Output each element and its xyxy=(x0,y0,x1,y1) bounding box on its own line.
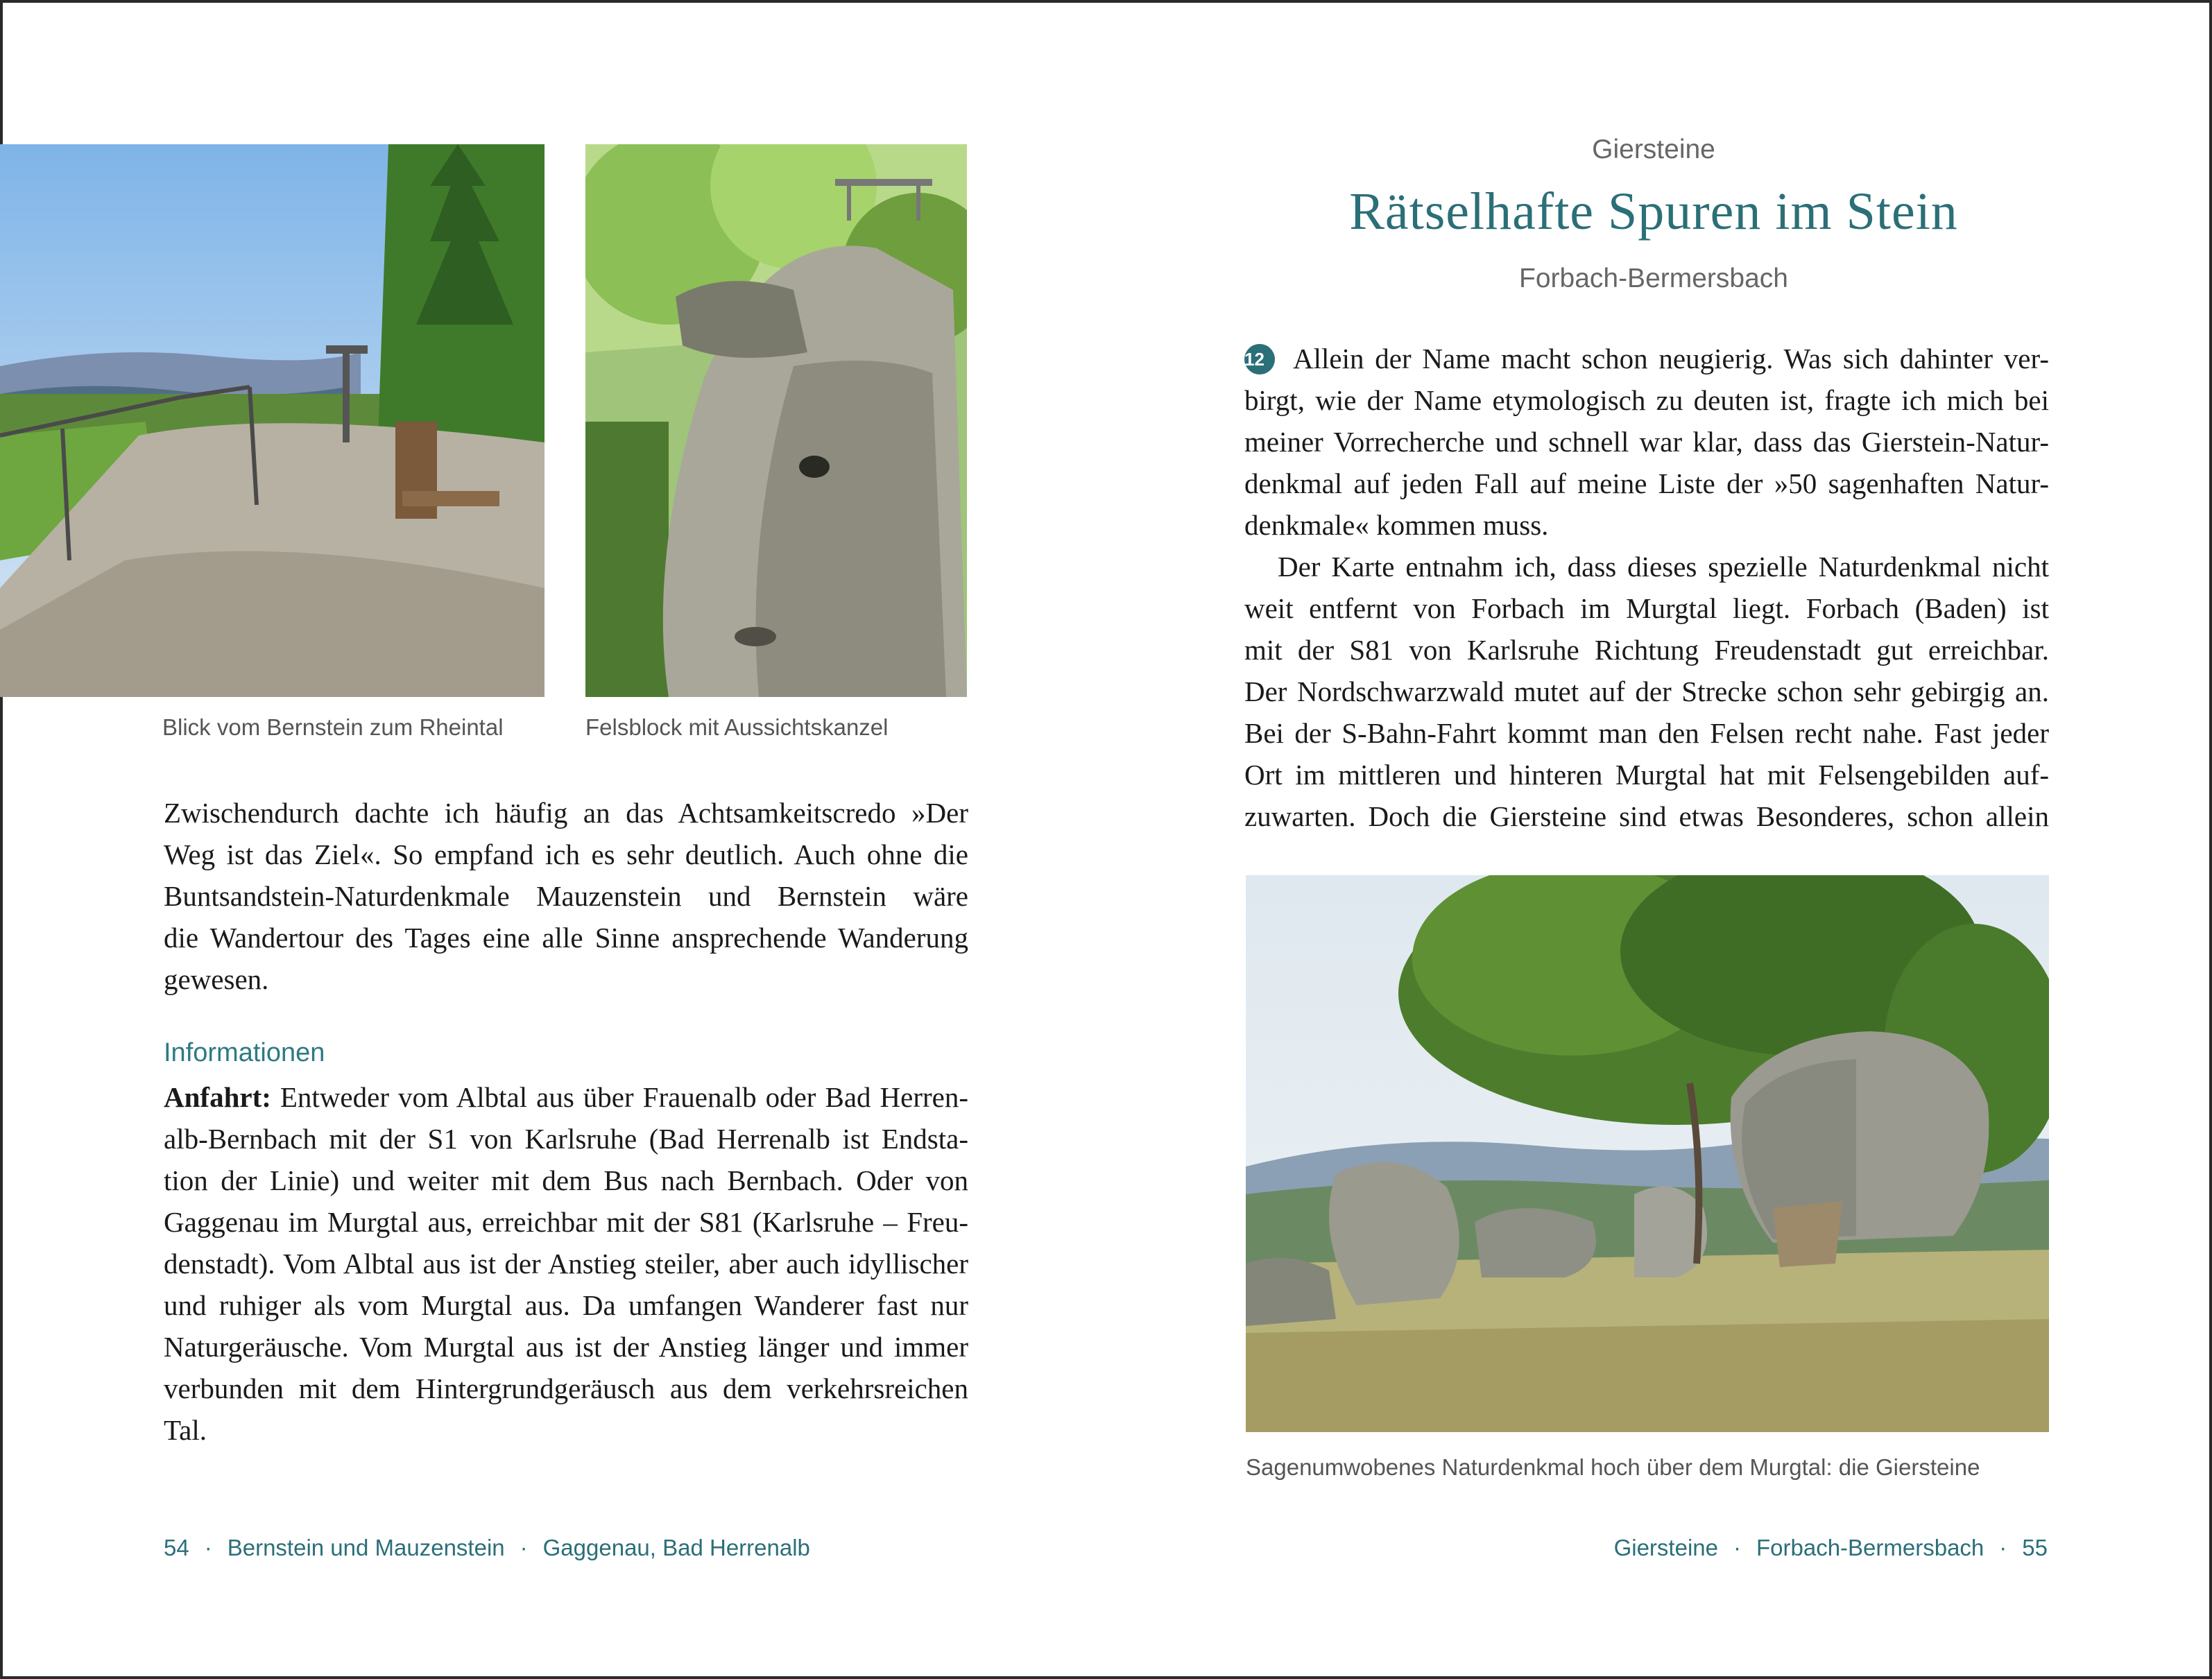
text-line: Buntsandstein-Naturdenkmale Mauzenstein und Bernstein wäre xyxy=(164,880,968,912)
footer-separator: · xyxy=(1733,1535,1741,1560)
text-line: die Wandertour des Tages eine alle Sinne ansprechende Wanderung xyxy=(164,922,968,954)
text-line: Weg ist das Ziel«. So empfand ich es sehr deutlich. Auch ohne die xyxy=(164,838,968,870)
page-number: 54 xyxy=(164,1535,189,1560)
photo1-caption: Blick vom Bernstein zum Rheintal xyxy=(162,714,504,740)
info-heading: Informationen xyxy=(164,1038,325,1067)
text-line: weit entfernt von Forbach im Murgtal liegt. Forbach (Baden) ist xyxy=(1244,592,2049,624)
photo-rock-with-lookout xyxy=(585,144,967,697)
photo-bernstein-view xyxy=(0,144,545,697)
photo-giersteine xyxy=(1246,875,2049,1432)
text-line: Ort im mittleren und hinteren Murgtal hat mit Felsengebilden auf- xyxy=(1244,759,2049,791)
footer-location: Gaggenau, Bad Herrenalb xyxy=(542,1535,810,1560)
info-label: Anfahrt: xyxy=(164,1081,271,1113)
page-subtitle: Forbach-Bermersbach xyxy=(1519,264,1788,293)
text-line: meiner Vorrecherche und schnell war klar, dass das Gierstein-Natur- xyxy=(1244,426,2049,458)
left-footer xyxy=(164,1535,810,1561)
section-kicker: Giersteine xyxy=(1592,135,1715,164)
text-line: Der Nordschwarzwald mutet auf der Strecke schon sehr gebirgig an. xyxy=(1244,675,2049,707)
text-line: birgt, wie der Name etymologisch zu deuten ist, fragte ich mich bei xyxy=(1244,384,2049,416)
page-title: Rätselhafte Spuren im Stein xyxy=(1349,182,1958,241)
right-footer xyxy=(1614,1535,2048,1561)
footer-location: Forbach-Bermersbach xyxy=(1756,1535,1984,1560)
photo3-caption: Sagenumwobenes Naturdenkmal hoch über dem Murgtal: die Giersteine xyxy=(1246,1454,1980,1480)
text-line: tion der Linie) und weiter mit dem Bus nach Bernbach. Oder von xyxy=(164,1164,968,1196)
text-line: denkmale« kommen muss. xyxy=(1244,509,1549,541)
footer-separator: · xyxy=(204,1535,212,1560)
photo2-caption: Felsblock mit Aussichtskanzel xyxy=(585,714,889,740)
footer-separator: · xyxy=(1999,1535,2007,1560)
text-line: Naturgeräusche. Vom Murgtal aus ist der Anstieg länger und immer xyxy=(164,1331,968,1363)
text-line: gewesen. xyxy=(164,963,269,995)
para1-first-line: Allein der Name macht schon neugierig. Was sich dahinter ver- xyxy=(1293,343,2049,374)
text-line: und ruhiger als vom Murgtal aus. Da umfangen Wanderer fast nur xyxy=(164,1289,968,1321)
text-line: zuwarten. Doch die Giersteine sind etwas Besonderes, schon allein xyxy=(1244,800,2049,832)
text-line: alb-Bernbach mit der S1 von Karlsruhe (Bad Herrenalb ist Endsta- xyxy=(164,1123,968,1155)
footer-separator: · xyxy=(520,1535,528,1560)
text-line: mit der S81 von Karlsruhe Richtung Freudenstadt gut erreichbar. xyxy=(1244,634,2049,666)
page-number: 55 xyxy=(2022,1535,2048,1560)
text-line: denkmal auf jeden Fall auf meine Liste der »50 sagenhaften Natur- xyxy=(1244,467,2049,499)
text-line: Der Karte entnahm ich, dass dieses spezielle Naturdenkmal nicht xyxy=(1278,551,2049,583)
text-line: Bei der S-Bahn-Fahrt kommt man den Felsen recht nahe. Fast jeder xyxy=(1244,717,2049,749)
right-body-text xyxy=(1244,338,2049,837)
text-line: Tal. xyxy=(164,1414,207,1446)
text-line: verbunden mit dem Hintergrundgeräusch aus dem verkehrsreichen xyxy=(164,1372,968,1404)
text-line: Gaggenau im Murgtal aus, erreichbar mit der S81 (Karlsruhe – Freu- xyxy=(164,1206,968,1238)
info-first-line: Entweder vom Albtal aus über Frauenalb oder Bad Herren- xyxy=(271,1081,968,1113)
text-line: Zwischendurch dachte ich häufig an das Achtsamkeitscredo »Der xyxy=(164,797,968,829)
left-intro-text xyxy=(164,792,968,1000)
left-info-text xyxy=(164,1076,968,1451)
footer-chapter: Giersteine xyxy=(1613,1535,1718,1560)
location-number-badge: 12 xyxy=(1244,344,1275,374)
footer-chapter: Bernstein und Mauzenstein xyxy=(227,1535,505,1560)
text-line: denstadt). Vom Albtal aus ist der Anstieg steiler, aber auch idyllischer xyxy=(164,1248,968,1280)
